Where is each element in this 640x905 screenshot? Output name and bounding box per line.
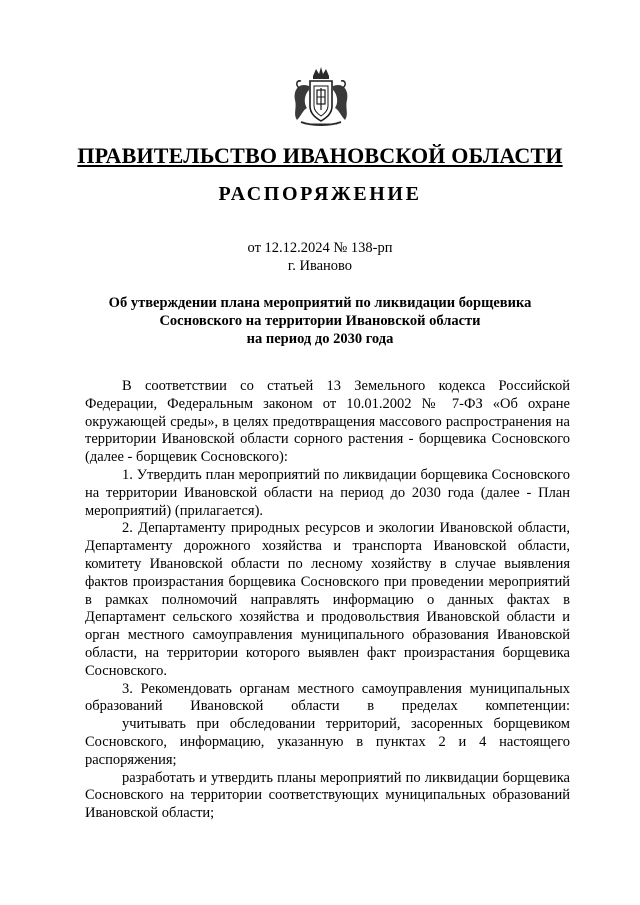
body-paragraph: разработать и утвердить планы мероприятий по ликвидации борщевика Сосновского на территории соответствующих муниципальных образований Ивановской области;	[85, 769, 570, 822]
subject-line: Об утверждении плана мероприятий по ликвидации борщевика	[108, 295, 532, 311]
body-paragraph: 2. Департаменту природных ресурсов и экологии Ивановской области, Департаменту дорожного хозяйства и транспорта Ивановской области, комитету Ивановской области по лесному хозяйству в случае выявления фактов произрастания борщевика Сосновского при проведении мероприятий в рамках полномочий направлять информацию о данных фактах в Департамент сельского хозяйства и продовольствия Ивановской области и орган местного самоуправления муниципального образования Ивановской области, на территории которого выявлен факт произрастания борщевика Сосновского.	[85, 520, 570, 679]
body-paragraph: учитывать при обследовании территорий, засоренных борщевиком Сосновского, информацию, указанную в пунктах 2 и 4 настоящего распоряжения;	[85, 716, 570, 768]
document-date-number: от 12.12.2024 № 138-рп	[247, 240, 393, 256]
document-subject	[80, 294, 560, 348]
subject-line: на период до 2030 года	[246, 331, 394, 347]
coat-of-arms-icon	[289, 66, 353, 128]
government-title: ПРАВИТЕЛЬСТВО ИВАНОВСКОЙ ОБЛАСТИ	[77, 143, 563, 168]
document-type-heading: РАСПОРЯЖЕНИЕ	[218, 183, 422, 205]
subject-line: Сосновского на территории Ивановской области	[159, 313, 481, 329]
document-body	[85, 378, 570, 823]
body-paragraph: 1. Утвердить план мероприятий по ликвидации борщевика Сосновского на территории Ивановской области на период до 2030 года (далее - План мероприятий) (прилагается).	[85, 466, 570, 519]
document-city: г. Иваново	[287, 258, 353, 274]
body-paragraph: В соответствии со статьей 13 Земельного кодекса Российской Федерации, Федеральным законом от 10.01.2002 № 7-ФЗ «Об охране окружающей среды», в целях предотвращения массового распространения на территории Ивановской области сорного растения - борщевика Сосновского (далее - борщевик Сосновского):	[85, 378, 570, 466]
body-paragraph: 3. Рекомендовать органам местного самоуправления муниципальных образований Ивановской области в пределах компетенции:	[85, 680, 570, 715]
